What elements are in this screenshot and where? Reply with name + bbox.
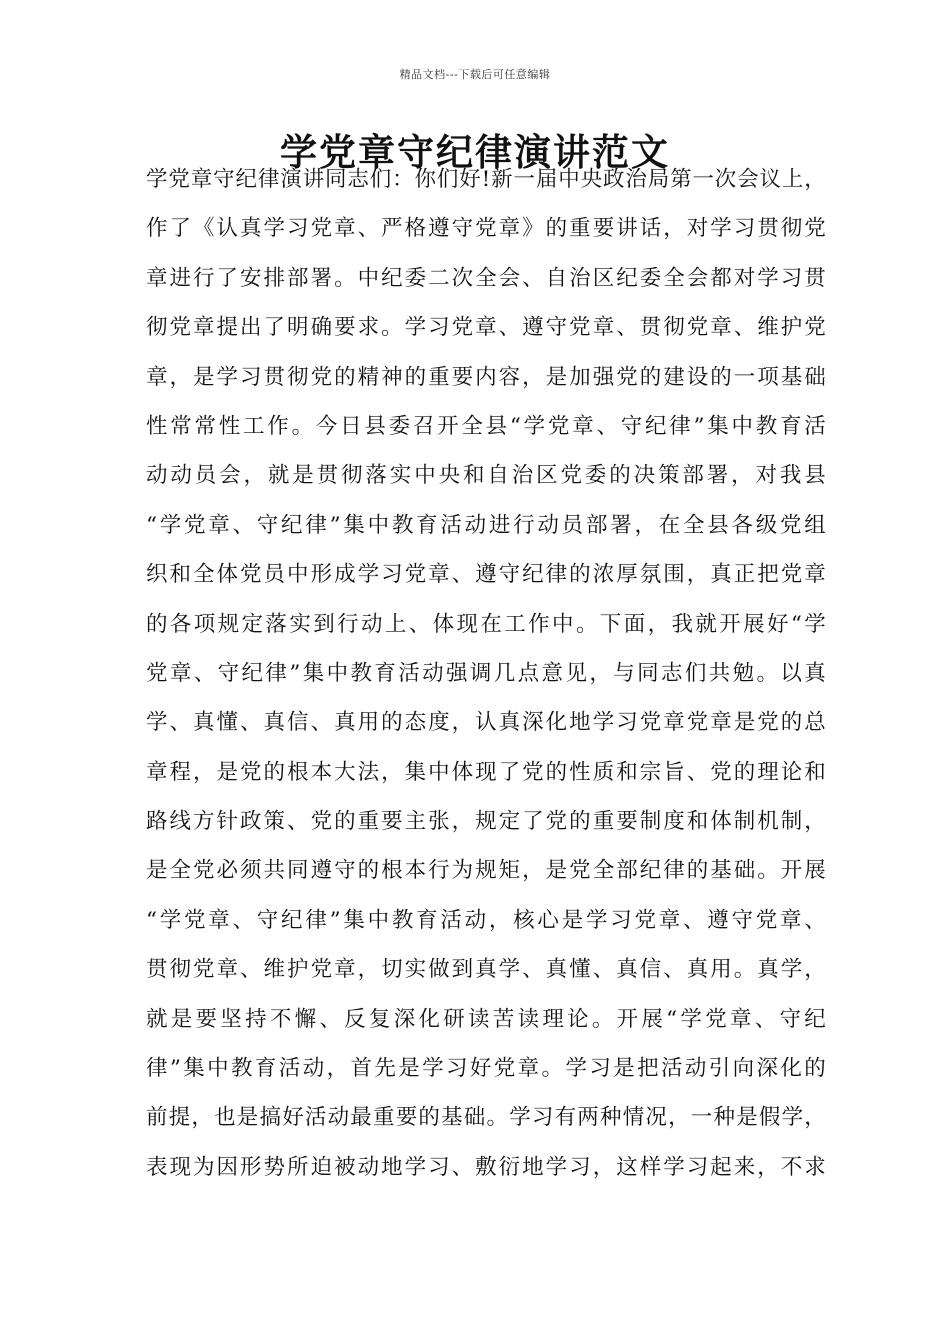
body-line: 动动员会，就是贯彻落实中央和自治区党委的决策部署，对我县 bbox=[146, 463, 826, 489]
body-line: 作了《认真学习党章、严格遵守党章》的重要讲话，对学习贯彻党 bbox=[146, 216, 826, 242]
body-line: 就是要坚持不懈、反复深化研读苦读理论。开展“学党章、守纪 bbox=[146, 1006, 826, 1032]
body-line: 是全党必须共同遵守的根本行为规矩，是党全部纪律的基础。开展 bbox=[146, 858, 826, 884]
body-line: 织和全体党员中形成学习党章、遵守纪律的浓厚氛围，真正把党章 bbox=[146, 562, 826, 588]
body-line: 前提，也是搞好活动最重要的基础。学习有两种情况，一种是假学， bbox=[146, 1105, 826, 1131]
body-line: 学党章守纪律演讲同志们：你们好!新一届中央政治局第一次会议上， bbox=[146, 167, 826, 192]
header-note: 精品文档---下载后可任意编辑 bbox=[399, 68, 551, 81]
body-text bbox=[146, 155, 826, 1192]
body-line: 章进行了安排部署。中纪委二次全会、自治区纪委全会都对学习贯 bbox=[146, 265, 826, 291]
body-line: 学、真懂、真信、真用的态度，认真深化地学习党章党章是党的总 bbox=[146, 710, 826, 736]
document-title: 学党章守纪律演讲范文 bbox=[280, 130, 670, 174]
body-line: 党章、守纪律”集中教育活动强调几点意见，与同志们共勉。以真 bbox=[146, 660, 826, 686]
body-line: 的各项规定落实到行动上、体现在工作中。下面，我就开展好“学 bbox=[146, 611, 826, 637]
body-line: 彻党章提出了明确要求。学习党章、遵守党章、贯彻党章、维护党 bbox=[146, 315, 826, 341]
body-line: 章，是学习贯彻党的精神的重要内容，是加强党的建设的一项基础 bbox=[146, 364, 826, 390]
body-line: 律”集中教育活动，首先是学习好党章。学习是把活动引向深化的 bbox=[146, 1056, 826, 1082]
body-line: “学党章、守纪律”集中教育活动，核心是学习党章、遵守党章、 bbox=[146, 907, 826, 933]
body-line: “学党章、守纪律”集中教育活动进行动员部署，在全县各级党组 bbox=[146, 512, 826, 538]
body-line: 贯彻党章、维护党章，切实做到真学、真懂、真信、真用。真学， bbox=[146, 957, 826, 983]
body-line: 章程，是党的根本大法，集中体现了党的性质和宗旨、党的理论和 bbox=[146, 759, 826, 785]
body-line: 表现为因形势所迫被动地学习、敷衍地学习，这样学习起来，不求 bbox=[146, 1154, 826, 1180]
body-line: 性常常性工作。今日县委召开全县“学党章、守纪律”集中教育活 bbox=[146, 413, 826, 439]
body-line: 路线方针政策、党的重要主张，规定了党的重要制度和体制机制， bbox=[146, 809, 826, 835]
